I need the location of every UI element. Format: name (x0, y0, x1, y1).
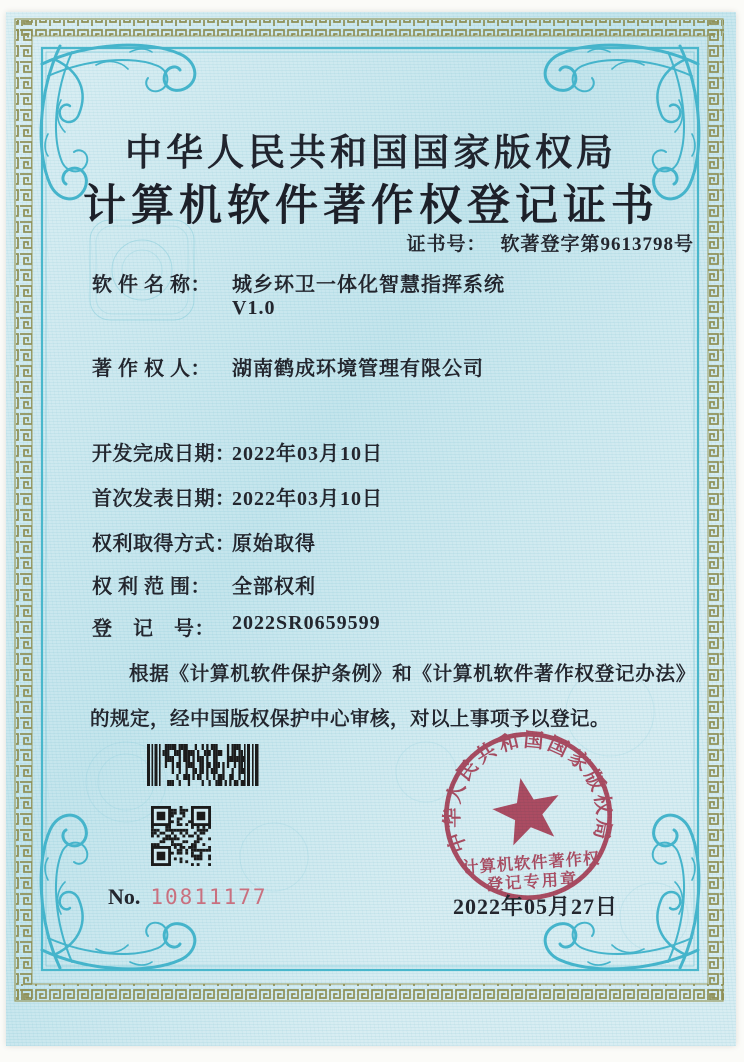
certificate-title: 计算机软件著作权登记证书 (83, 183, 659, 230)
field-value: 城乡环卫一体化智慧指挥系统 (232, 274, 505, 296)
certificate-number-line (406, 229, 694, 256)
meander-border-bottom (16, 984, 724, 1000)
field-row-dev-complete-date (6, 437, 736, 467)
serial-digits: 10811177 (150, 885, 268, 909)
field-value: 湖南鹤成环境管理有限公司 (232, 358, 484, 380)
serial-label: No. (108, 884, 141, 909)
field-value: 2022年03月10日 (232, 443, 383, 465)
field-row-first-publish-date (6, 482, 736, 512)
certificate-number-label: 证书号： (406, 234, 487, 255)
official-seal (439, 727, 617, 905)
field-value: 原始取得 (232, 533, 316, 555)
barcode (147, 744, 259, 786)
field-row-rights-acquisition (6, 527, 736, 557)
barcode-image (147, 744, 259, 786)
star-icon (487, 771, 567, 848)
field-row-copyright-owner (6, 352, 736, 382)
field-label: 著 作 权 人： (92, 358, 211, 380)
seal-ring-text: 中华人民共和国国家版权局 (441, 729, 615, 856)
field-label: 权 利 范 围： (92, 576, 211, 598)
field-row-rights-scope (6, 570, 736, 600)
serial-number-line (108, 884, 268, 910)
field-label: 开发完成日期： (92, 443, 236, 465)
field-value: 2022年03月10日 (232, 488, 383, 510)
meander-border-top (16, 20, 722, 36)
registration-statement: 根据《计算机软件保护条例》和《计算机软件著作权登记办法》的规定，经中国版权保护中心审核，对以上事项予以登记。 (90, 664, 686, 730)
field-row-software-version (6, 297, 736, 327)
field-value: 2022SR0659599 (232, 612, 381, 634)
qr-code-image (151, 806, 211, 866)
field-label: 登 记 号： (92, 618, 215, 640)
field-label: 首次发表日期： (92, 488, 236, 510)
field-value: 全部权利 (232, 576, 316, 598)
seal-line1: 计算机软件著作权 (461, 849, 601, 878)
field-row-registration-number (6, 612, 736, 642)
field-label: 软 件 名 称： (92, 274, 211, 296)
certificate-paper (6, 12, 736, 1046)
issue-date: 2022年05月27日 (453, 894, 619, 919)
field-value-version: V1.0 (232, 297, 276, 319)
field-row-software-name (6, 268, 736, 298)
qr-code (151, 806, 211, 866)
authority-title: 中华人民共和国国家版权局 (125, 133, 617, 174)
seal-line2: 登记专用章 (486, 869, 579, 895)
field-label: 权利取得方式： (92, 533, 236, 555)
certificate-number-value: 软著登字第9613798号 (500, 234, 694, 255)
